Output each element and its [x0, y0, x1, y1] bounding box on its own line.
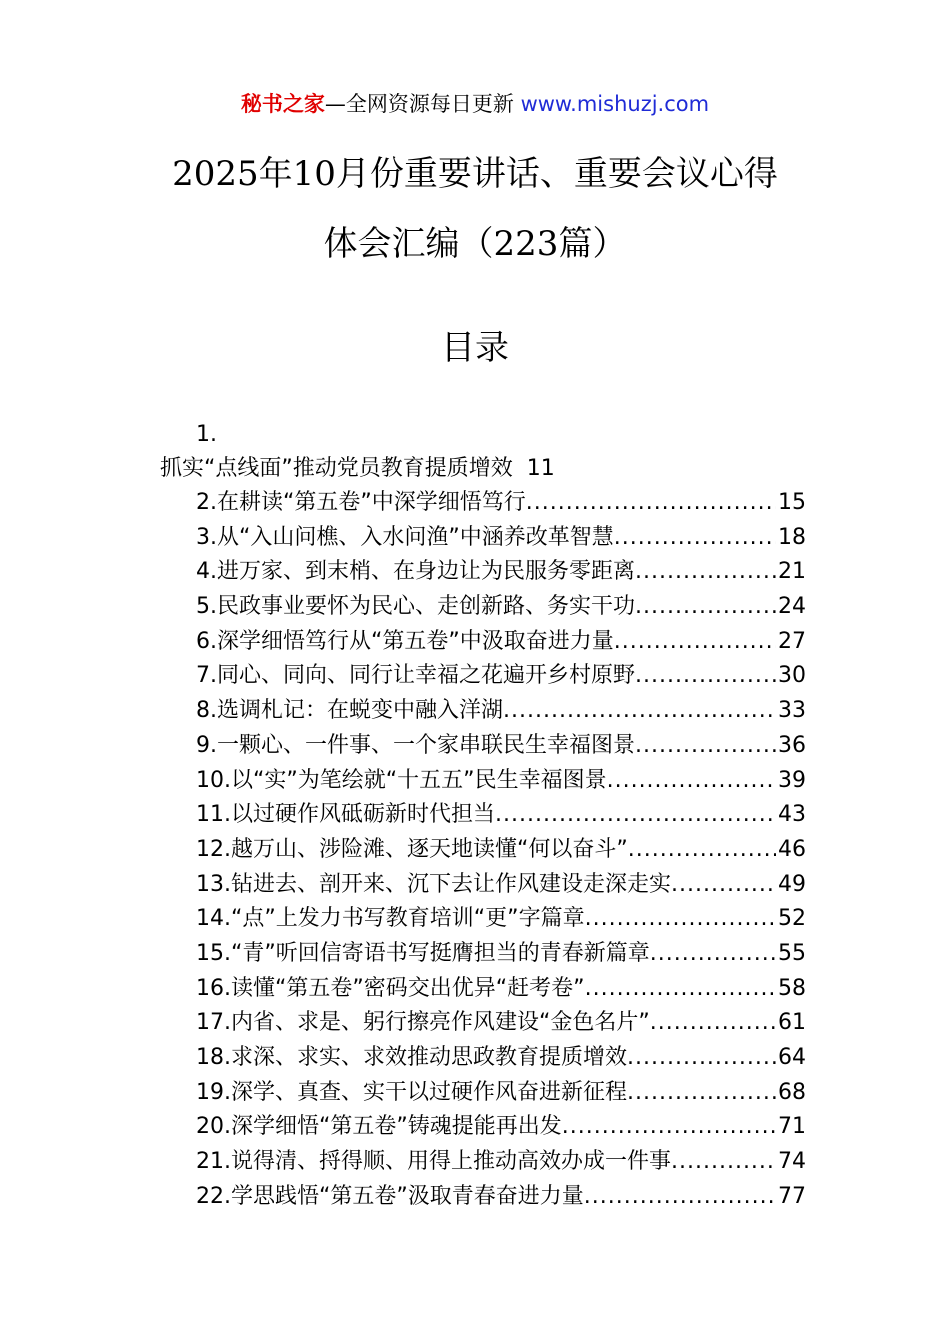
table-of-contents: [196, 488, 806, 1216]
toc-item-page: 15: [778, 490, 806, 515]
toc-leader-dots: [671, 1147, 776, 1177]
toc-item[interactable]: [196, 1147, 806, 1182]
toc-leader-dots: [495, 800, 776, 830]
toc-item-page: 18: [778, 524, 806, 550]
toc-item-page: 71: [778, 1114, 806, 1140]
toc-item-title: 4.进万家、到末梢、在身边让为民服务零距离: [196, 559, 635, 585]
toc-item-title: 18.求深、求实、求效推动思政教育提质增效: [196, 1045, 627, 1070]
toc-item-title: 3.从“入山问樵、入水问渔”中涵养改革智慧: [196, 524, 614, 550]
toc-leader-dots: [614, 627, 776, 657]
toc-item[interactable]: [196, 870, 806, 905]
toc-item-page: 24: [778, 594, 806, 620]
toc-item[interactable]: [196, 939, 806, 974]
toc-leader-dots: [627, 1078, 776, 1108]
toc-item-page: 43: [778, 802, 806, 828]
toc-item-page: 49: [778, 871, 806, 897]
toc-item[interactable]: [196, 974, 806, 1009]
toc-leader-dots: [635, 731, 776, 761]
toc-leader-dots: [627, 1043, 776, 1073]
toc-item[interactable]: [196, 1182, 806, 1217]
toc-leader-dots: [628, 835, 776, 865]
toc-item-title: 20.深学细悟“第五卷”铸魂提能再出发: [196, 1114, 562, 1140]
toc-item-title: 7.同心、同向、同行让幸福之花遍开乡村原野: [196, 663, 635, 689]
toc-item[interactable]: [196, 488, 806, 523]
toc-leader-dots: [503, 696, 776, 726]
toc-leader-dots: [635, 592, 776, 622]
toc-item-title: 9.一颗心、一件事、一个家串联民生幸福图景: [196, 732, 635, 758]
document-title-line-1: 2025年10月份重要讲话、重要会议心得: [172, 154, 778, 194]
toc-item-page: 33: [778, 698, 806, 724]
toc-item[interactable]: [196, 904, 806, 939]
toc-item-title: 21.说得清、捋得顺、用得上推动高效办成一件事: [196, 1149, 671, 1175]
toc-leader-dots: [526, 488, 776, 518]
toc-heading: 目录: [441, 328, 509, 368]
toc-item-title: 5.民政事业要怀为民心、走创新路、务实干功: [196, 594, 635, 620]
toc-item[interactable]: [196, 557, 806, 592]
toc-item-1[interactable]: [160, 454, 555, 484]
toc-item-title: 2.在耕读“第五卷”中深学细悟笃行: [196, 490, 526, 515]
toc-leader-dots: [650, 939, 776, 969]
toc-item-title: 12.越万山、涉险滩、逐天地读懂“何以奋斗”: [196, 836, 628, 862]
toc-item[interactable]: [196, 835, 806, 870]
toc-item[interactable]: [196, 800, 806, 835]
toc-item[interactable]: [196, 592, 806, 627]
toc-item-page: 61: [778, 1010, 806, 1036]
toc-item[interactable]: [196, 661, 806, 696]
toc-item-page: 52: [778, 906, 806, 932]
toc-item-page: 46: [778, 836, 806, 862]
toc-item-page: 68: [778, 1079, 806, 1105]
toc-leader-dots: [562, 1112, 776, 1142]
toc-item[interactable]: [196, 696, 806, 731]
site-brand: 秘书之家: [240, 92, 325, 116]
toc-item-page: 39: [778, 767, 806, 793]
toc-item-page: 27: [778, 628, 806, 654]
toc-item-page: 77: [778, 1183, 806, 1209]
toc-item[interactable]: [196, 1078, 806, 1113]
toc-item[interactable]: [196, 1043, 806, 1078]
toc-leader-dots: [671, 870, 776, 900]
toc-leader-dots: [585, 904, 776, 934]
toc-item-title: 13.钻进去、剖开来、沉下去让作风建设走深走实: [196, 871, 671, 897]
toc-item-1-page: 11: [526, 456, 555, 481]
toc-item[interactable]: [196, 766, 806, 801]
toc-item-title: 8.选调札记：在蜕变中融入洋湖: [196, 698, 503, 724]
toc-item-1-number[interactable]: 1.: [196, 422, 217, 447]
toc-leader-dots: [585, 974, 776, 1004]
toc-item[interactable]: [196, 1112, 806, 1147]
toc-item-page: 64: [778, 1045, 806, 1070]
site-header: [0, 88, 950, 120]
toc-leader-dots: [635, 557, 776, 587]
toc-item[interactable]: [196, 731, 806, 766]
toc-item-page: 30: [778, 663, 806, 689]
toc-item-title: 17.内省、求是、躬行擦亮作风建设“金色名片”: [196, 1010, 650, 1036]
toc-item-page: 21: [778, 559, 806, 585]
toc-leader-dots: [607, 766, 776, 796]
toc-item-1-title: 抓实“点线面”推动党员教育提质增效: [160, 456, 513, 481]
toc-item-title: 10.以“实”为笔绘就“十五五”民生幸福图景: [196, 767, 607, 793]
document-title-line-2: 体会汇编（223篇）: [323, 224, 627, 264]
toc-item[interactable]: [196, 627, 806, 662]
toc-item-page: 74: [778, 1149, 806, 1175]
toc-item-title: 6.深学细悟笃行从“第五卷”中汲取奋进力量: [196, 628, 614, 654]
toc-item-title: 19.深学、真查、实干以过硬作风奋进新征程: [196, 1079, 627, 1105]
site-tagline: —全网资源每日更新: [324, 92, 514, 116]
toc-leader-dots: [614, 523, 776, 553]
toc-item[interactable]: [196, 523, 806, 558]
toc-item-page: 36: [778, 732, 806, 758]
toc-item[interactable]: [196, 1008, 806, 1043]
toc-item-title: 22.学思践悟“第五卷”汲取青春奋进力量: [196, 1183, 584, 1209]
toc-item-page: 58: [778, 975, 806, 1001]
toc-leader-dots: [635, 661, 776, 691]
toc-item-title: 16.读懂“第五卷”密码交出优异“赶考卷”: [196, 975, 585, 1001]
toc-item-title: 14.“点”上发力书写教育培训“更”字篇章: [196, 906, 585, 932]
toc-leader-dots: [584, 1182, 776, 1212]
toc-item-title: 11.以过硬作风砥砺新时代担当: [196, 802, 495, 828]
toc-leader-dots: [650, 1008, 776, 1038]
site-url-link[interactable]: www.mishuzj.com: [520, 92, 710, 116]
toc-item-title: 15.“青”听回信寄语书写挺膺担当的青春新篇章: [196, 940, 650, 966]
toc-item-page: 55: [778, 940, 806, 966]
